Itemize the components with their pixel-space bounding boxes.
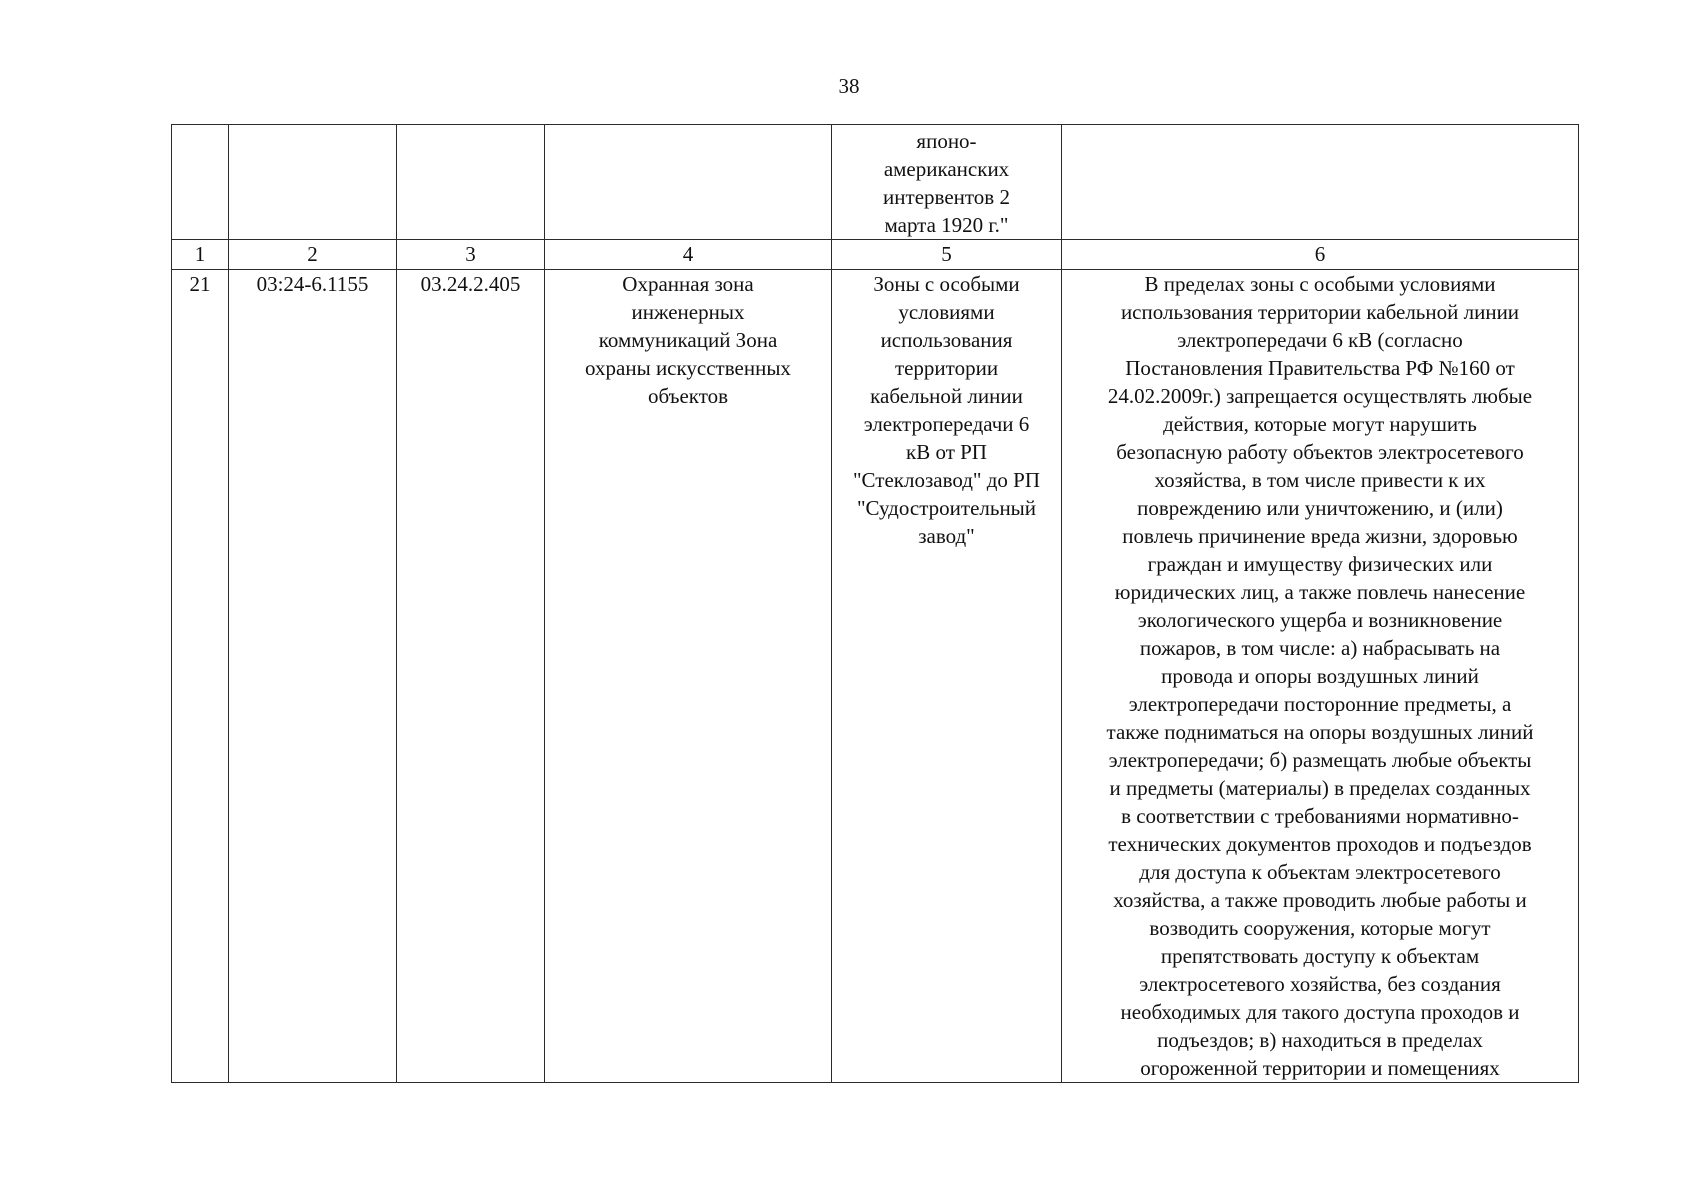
cont-cell-6 (1062, 125, 1579, 240)
cont-cell-4 (545, 125, 832, 240)
cont-cell-2 (229, 125, 397, 240)
column-number: 5 (832, 240, 1062, 270)
zone-type: Охранная зона инженерных коммуникаций Зона охраны искусственных объектов (545, 270, 832, 1083)
column-number: 2 (229, 240, 397, 270)
table-row (172, 270, 1579, 1083)
row-number: 21 (172, 270, 229, 1083)
cont-cell-5: японо- американских интервентов 2 марта 1920 г." (832, 125, 1062, 240)
zones-table (171, 124, 1579, 1083)
column-number: 1 (172, 240, 229, 270)
cont-cell-3 (397, 125, 545, 240)
column-number: 6 (1062, 240, 1579, 270)
page-number: 38 (838, 74, 860, 98)
cont-cell-1 (172, 125, 229, 240)
column-number: 4 (545, 240, 832, 270)
column-number-row (172, 240, 1579, 270)
account-number: 03.24.2.405 (397, 270, 545, 1083)
registry-number: 03:24-6.1155 (229, 270, 397, 1083)
column-number: 3 (397, 240, 545, 270)
zone-name: Зоны с особыми условиями использования территории кабельной линии электропередачи 6 кВ от РП "Стеклозавод" до РП "Судостроительный завод" (832, 270, 1062, 1083)
continuation-row (172, 125, 1579, 240)
restrictions-text: В пределах зоны с особыми условиями использования территории кабельной линии электропередачи 6 кВ (согласно Постановления Правительства РФ №160 от 24.02.2009г.) запрещается осуществлять любые действия, которые могут нарушить безопасную работу объектов электросетевого хозяйства, в том числе привести к их повреждению или уничтожению, и (или) повлечь причинение вреда жизни, здоровью граждан и имуществу физических или юридических лиц, а также повлечь нанесение экологического ущерба и возникновение пожаров, в том числе: а) набрасывать на провода и опоры воздушных линий электропередачи посторонние предметы, а также подниматься на опоры воздушных линий электропередачи; б) размещать любые объекты и предметы (материалы) в пределах созданных в соответствии с требованиями нормативно- технических документов проходов и подъездов для доступа к объектам электросетевого хозяйства, а также проводить любые работы и возводить сооружения, которые могут препятствовать доступу к объектам электросетевого хозяйства, без создания необходимых для такого доступа проходов и подъездов; в) находиться в пределах огороженной территории и помещениях (1062, 270, 1579, 1083)
